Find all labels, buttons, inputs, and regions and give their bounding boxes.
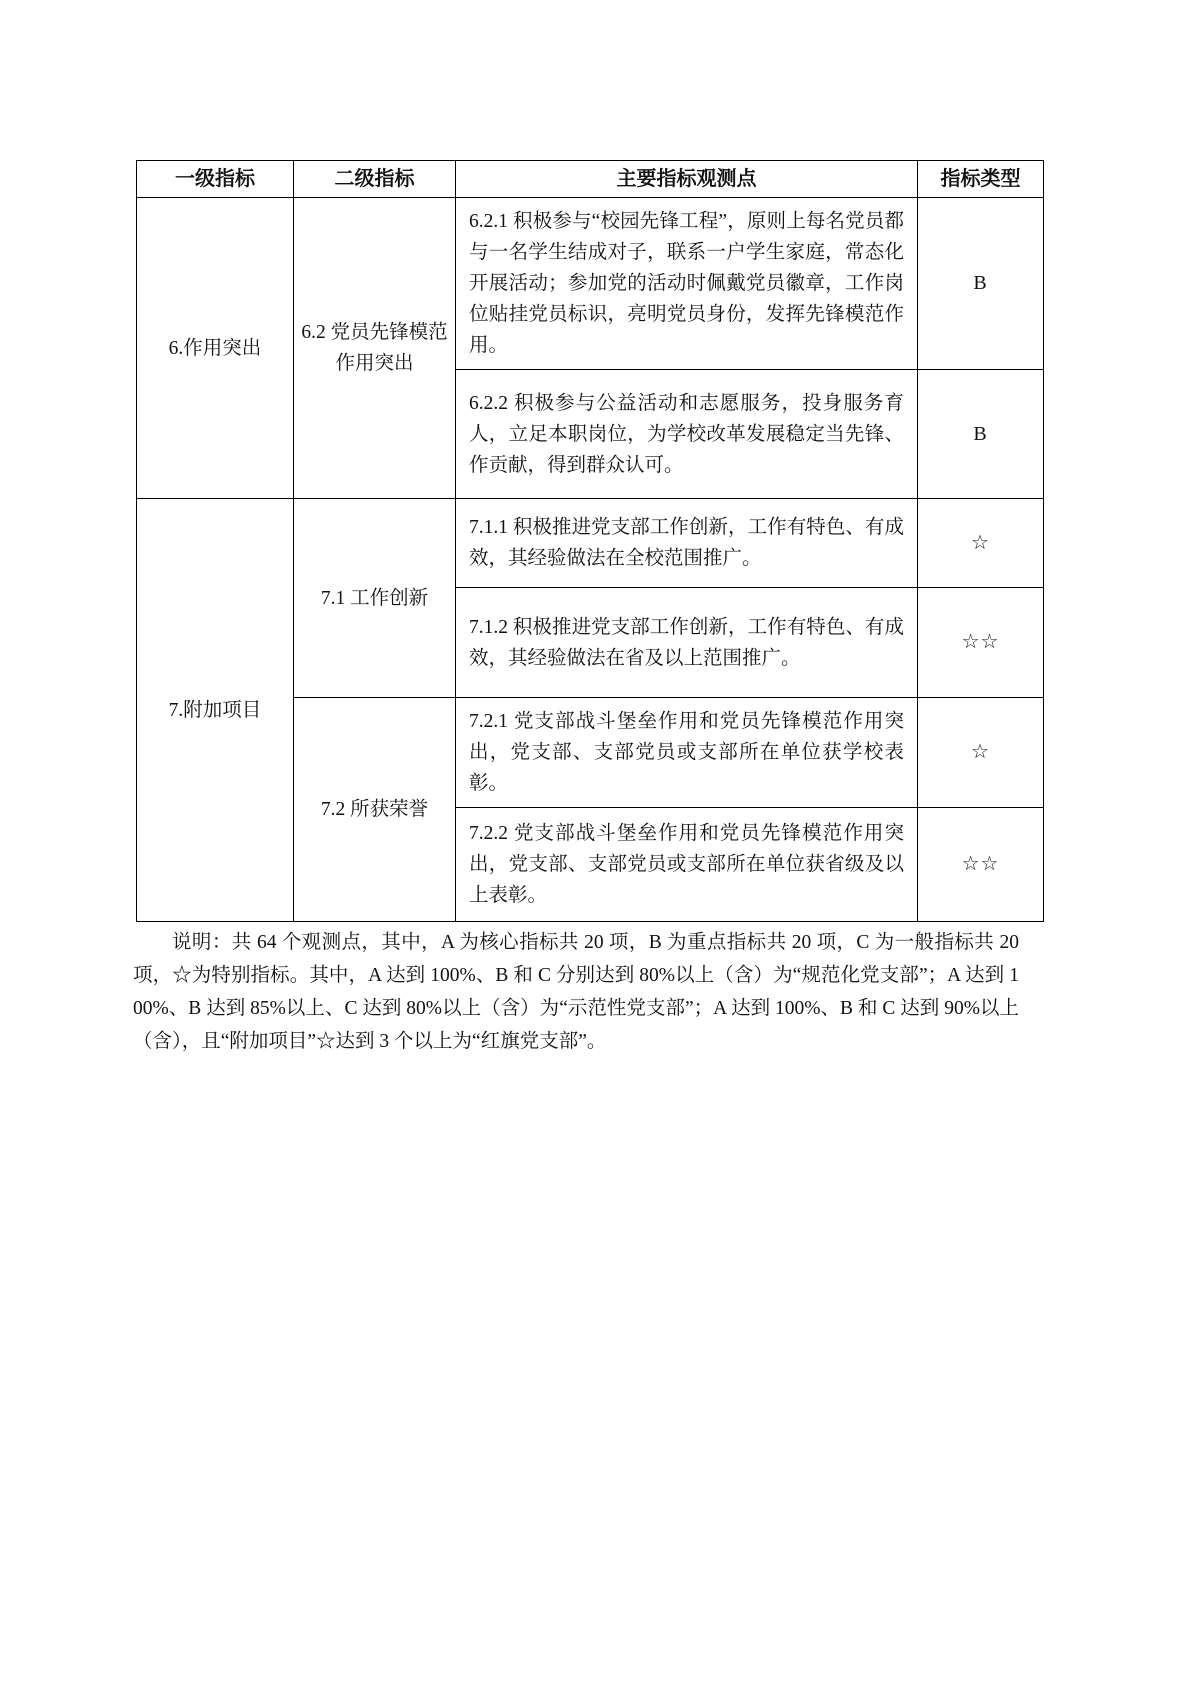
column-header-level1-indicator: 一级指标 — [137, 161, 294, 198]
type-cell-6-2-2: B — [918, 370, 1044, 499]
observation-cell-7-2-2: 7.2.2 党支部战斗堡垒作用和党员先锋模范作用突出，党支部、支部党员或支部所在单位获省级及以上表彰。 — [456, 808, 918, 922]
type-cell-7-2-2: ☆☆ — [918, 808, 1044, 922]
column-header-level2-indicator: 二级指标 — [294, 161, 456, 198]
observation-cell-6-2-2: 6.2.2 积极参与公益活动和志愿服务，投身服务育人，立足本职岗位，为学校改革发展稳定当先锋、作贡献，得到群众认可。 — [456, 370, 918, 499]
table-row — [137, 198, 1044, 370]
observation-cell-6-2-1: 6.2.1 积极参与“校园先锋工程”，原则上每名党员都与一名学生结成对子，联系一户学生家庭，常态化开展活动；参加党的活动时佩戴党员徽章，工作岗位贴挂党员标识，亮明党员身份，发挥先锋模范作用。 — [456, 198, 918, 370]
observation-cell-7-2-1: 7.2.1 党支部战斗堡垒作用和党员先锋模范作用突出，党支部、支部党员或支部所在单位获学校表彰。 — [456, 698, 918, 808]
table-row — [137, 499, 1044, 588]
level2-cell-7-1: 7.1 工作创新 — [294, 499, 456, 698]
observation-cell-7-1-1: 7.1.1 积极推进党支部工作创新，工作有特色、有成效，其经验做法在全校范围推广。 — [456, 499, 918, 588]
level2-cell-7-2: 7.2 所获荣誉 — [294, 698, 456, 922]
type-cell-7-1-1: ☆ — [918, 499, 1044, 588]
type-cell-7-2-1: ☆ — [918, 698, 1044, 808]
column-header-indicator-type: 指标类型 — [918, 161, 1044, 198]
observation-cell-7-1-2: 7.1.2 积极推进党支部工作创新，工作有特色、有成效，其经验做法在省及以上范围推广。 — [456, 588, 918, 698]
level2-cell-6-2: 6.2 党员先锋模范作用突出 — [294, 198, 456, 499]
level1-cell-6: 6.作用突出 — [137, 198, 294, 499]
column-header-observation-points: 主要指标观测点 — [456, 161, 918, 198]
indicator-table — [136, 160, 1044, 922]
table-header-row — [137, 161, 1044, 198]
type-cell-6-2-1: B — [918, 198, 1044, 370]
level1-cell-7: 7.附加项目 — [137, 499, 294, 922]
note-paragraph: 说明：共 64 个观测点，其中，A 为核心指标共 20 项，B 为重点指标共 20 项，C 为一般指标共 20 项，☆为特别指标。其中，A 达到 100%、B 和 C 分别达到 80%以上（含）为“规范化党支部”；A 达到 100%、B 达到 85%以上、C 达到 80%以上（含）为“示范性党支部”；A 达到 100%、B 和 C 达到 90%以上（含），且“附加项目”☆达到 3 个以上为“红旗党支部”。 — [133, 932, 1019, 1052]
type-cell-7-1-2: ☆☆ — [918, 588, 1044, 698]
